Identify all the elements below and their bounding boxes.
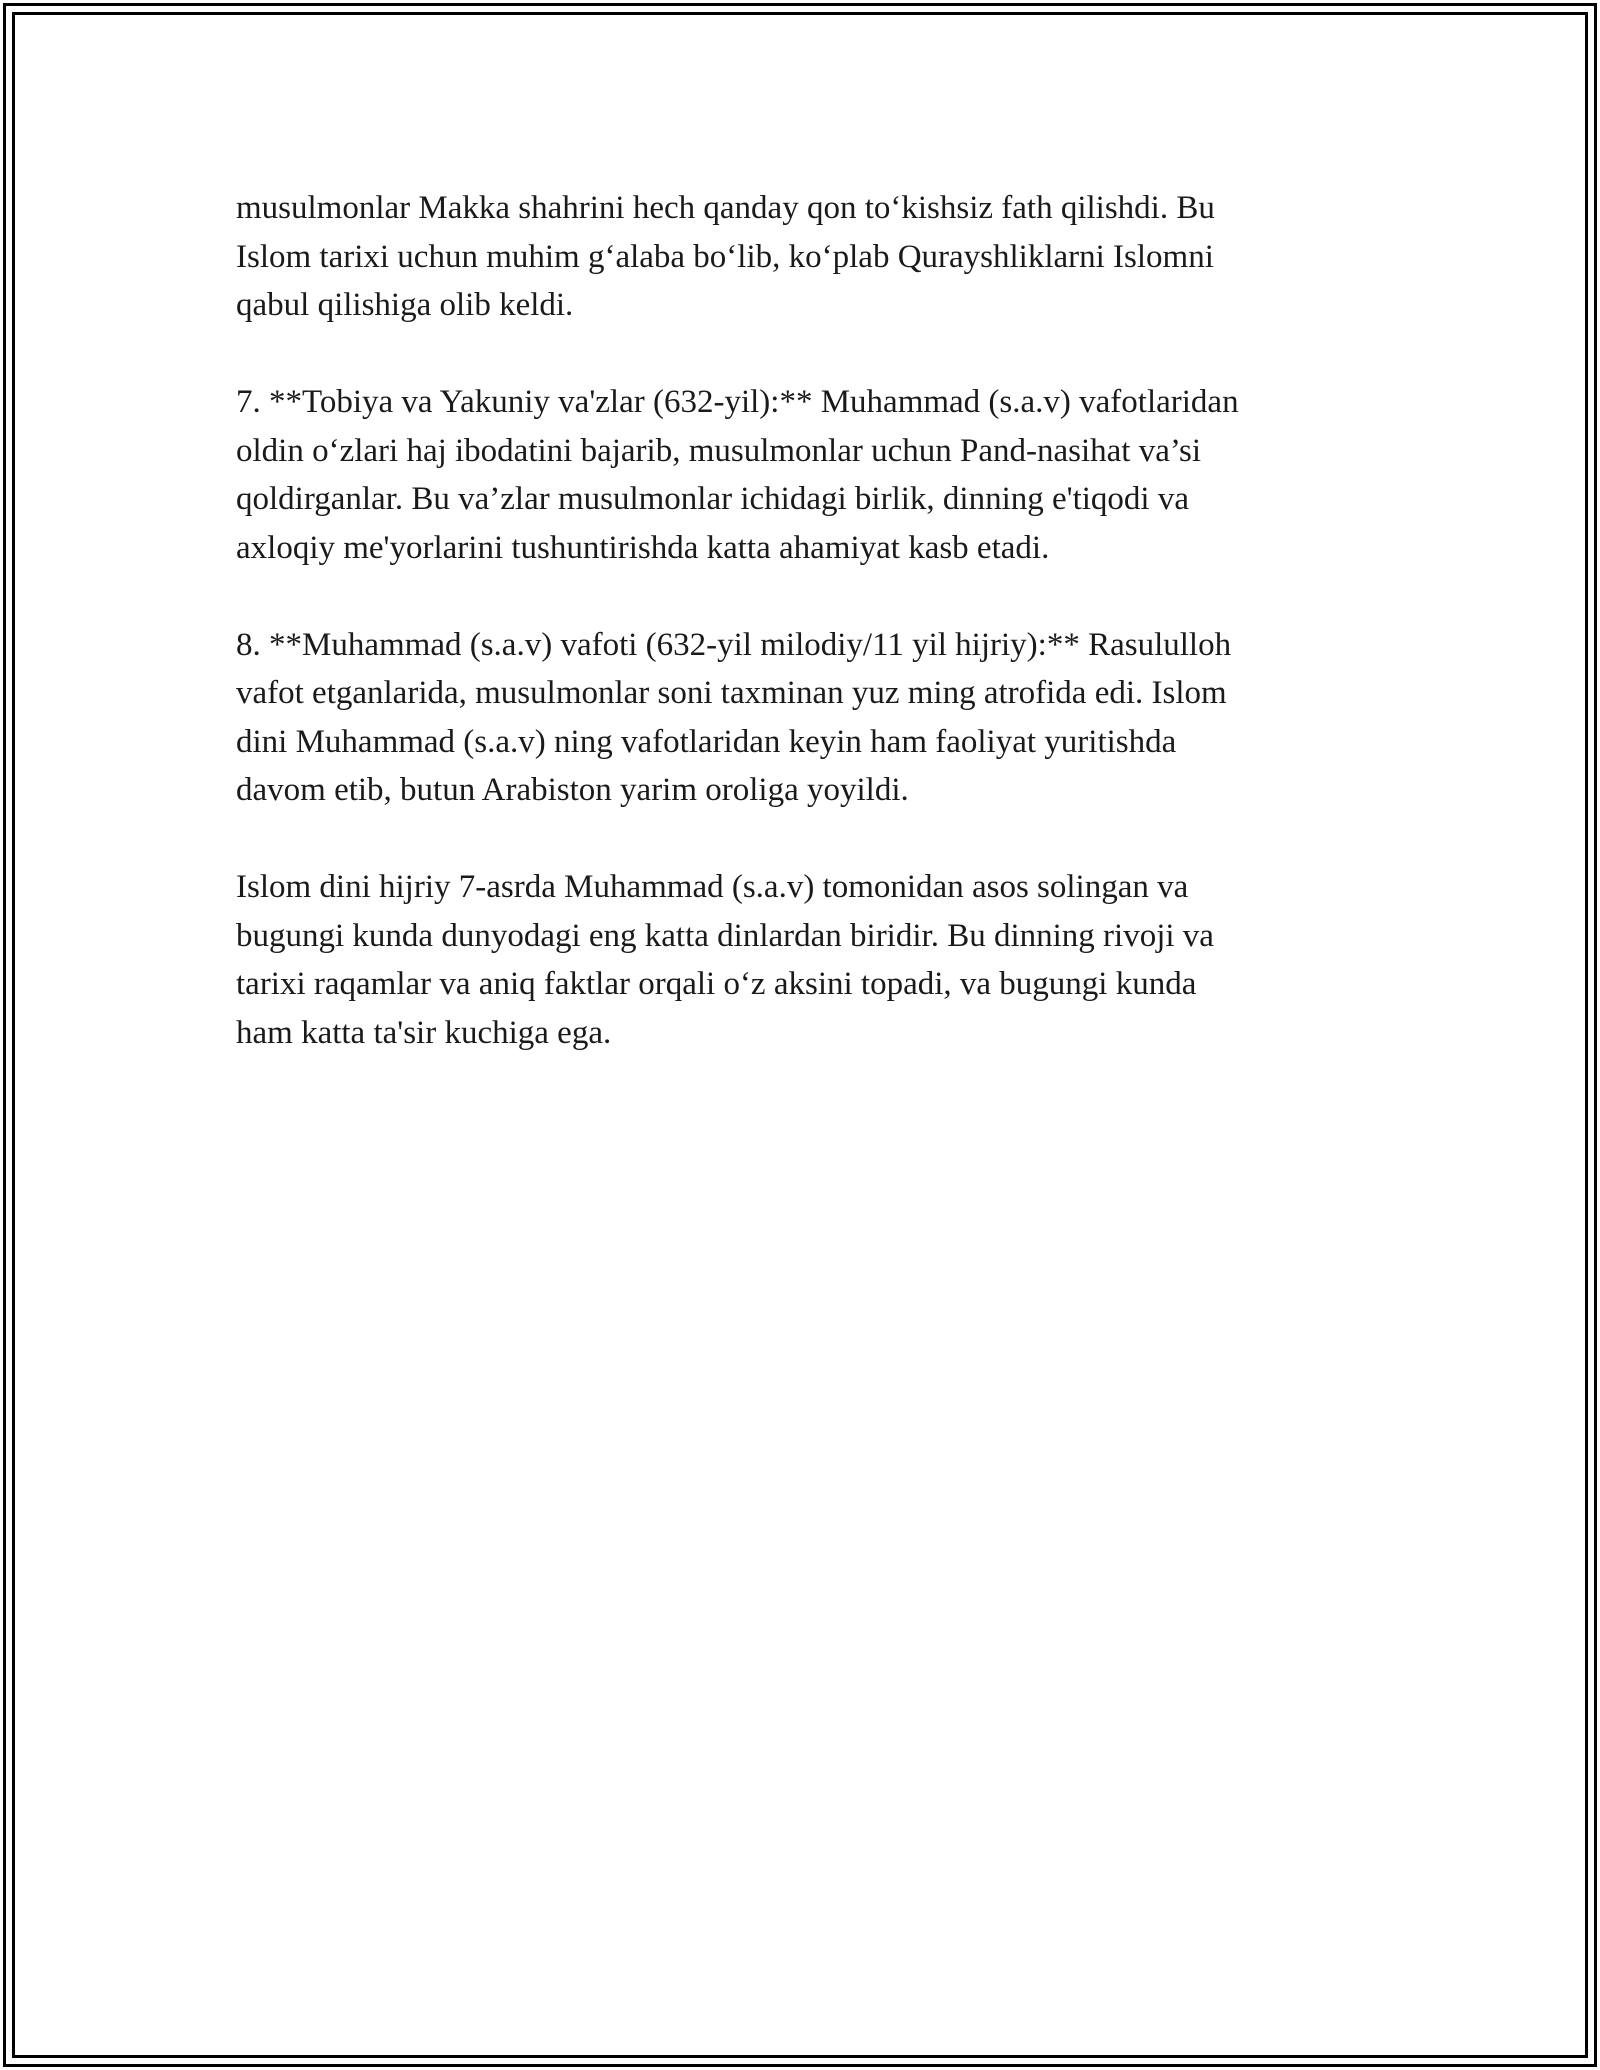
text-line: 8. **Muhammad (s.a.v) vafoti (632-yil milodiy/11 yil hijriy):** Rasululloh	[236, 626, 1232, 663]
text-line: qabul qilishiga olib keldi.	[236, 287, 574, 323]
paragraph-makka	[236, 184, 1396, 330]
text-line: tarixi raqamlar va aniq faktlar orqali o‘z aksini topadi, va bugungi kunda	[236, 966, 1197, 1002]
text-line: dini Muhammad (s.a.v) ning vafotlaridan keyin ham faoliyat yuritishda	[236, 723, 1177, 760]
text-line: 7. **Tobiya va Yakuniy va'zlar (632-yil):** Muhammad (s.a.v) vafotlaridan	[236, 384, 1239, 420]
document-body	[236, 184, 1396, 1106]
text-line: Islom tarixi uchun muhim g‘alaba bo‘lib, ko‘plab Qurayshliklarni Islomni	[236, 238, 1214, 275]
paragraph-item-8	[236, 621, 1396, 815]
text-line: axloqiy me'yorlarini tushuntirishda katta ahamiyat kasb etadi.	[236, 529, 1050, 566]
text-line: Islom dini hijriy 7-asrda Muhammad (s.a.v) tomonidan asos solingan va	[236, 869, 1189, 905]
paragraph-item-7	[236, 378, 1396, 572]
text-line: bugungi kunda dunyodagi eng katta dinlardan biridir. Bu dinning rivoji va	[236, 917, 1214, 954]
text-line: qoldirganlar. Bu va’zlar musulmonlar ichidagi birlik, dinning e'tiqodi va	[236, 481, 1189, 517]
text-line: vafot etganlarida, musulmonlar soni taxminan yuz ming atrofida edi. Islom	[236, 675, 1227, 711]
paragraph-conclusion	[236, 863, 1396, 1057]
text-line: davom etib, butun Arabiston yarim oroliga yoyildi.	[236, 772, 909, 808]
text-line: oldin o‘zlari haj ibodatini bajarib, musulmonlar uchun Pand-nasihat va’si	[236, 432, 1202, 469]
text-line: musulmonlar Makka shahrini hech qanday qon to‘kishsiz fath qilishdi. Bu	[236, 190, 1215, 226]
text-line: ham katta ta'sir kuchiga ega.	[236, 1014, 612, 1051]
